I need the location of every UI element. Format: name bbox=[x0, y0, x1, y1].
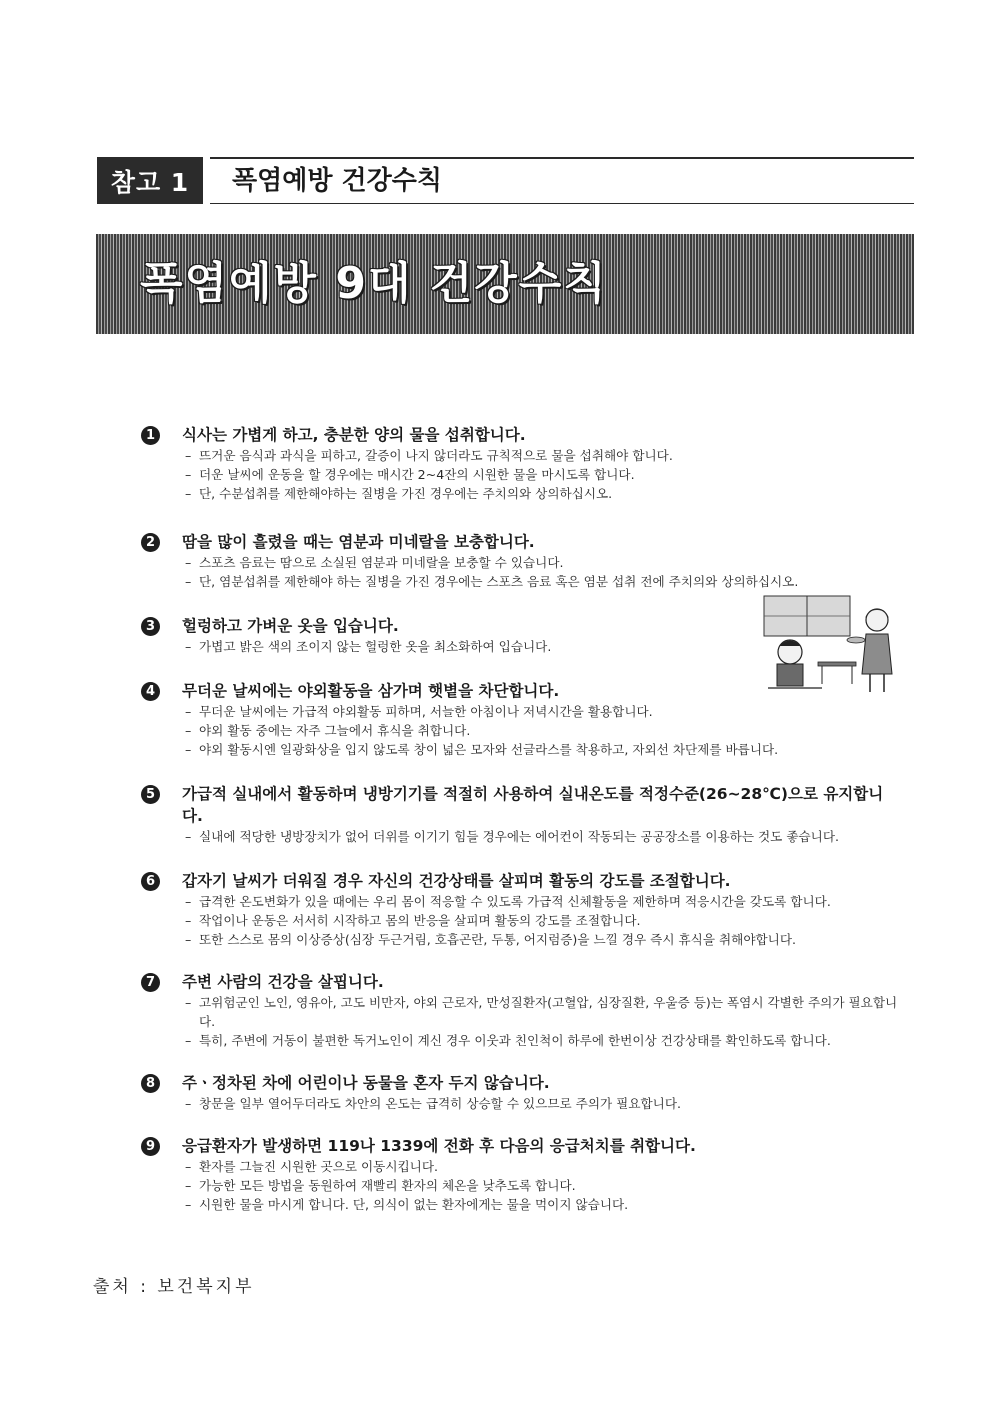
rule-detail bbox=[185, 892, 901, 911]
rule-number-badge: 3 bbox=[141, 617, 160, 636]
rule-detail-text: 환자를 그늘진 시원한 곳으로 이동시킵니다. bbox=[199, 1159, 438, 1174]
banner-title: 폭염예방 9대 건강수칙 bbox=[140, 258, 608, 309]
rule-number-badge: 8 bbox=[141, 1074, 160, 1093]
rule-title: 가급적 실내에서 활동하며 냉방기기를 적절히 사용하여 실내온도를 적정수준(26~28℃)으로 유지합니다. bbox=[182, 785, 884, 825]
rule-detail-text: 가능한 모든 방법을 동원하여 재빨리 환자의 체온을 낮추도록 합니다. bbox=[199, 1178, 576, 1193]
header-rule-bottom bbox=[210, 203, 914, 204]
rule-detail-text: 단, 염분섭취를 제한해야 하는 질병을 가진 경우에는 스포츠 음료 혹은 염분 섭취 전에 주치의와 상의하십시오. bbox=[199, 574, 799, 589]
rule-title: 땀을 많이 흘렸을 때는 염분과 미네랄을 보충합니다. bbox=[182, 533, 535, 551]
dash-marker: – bbox=[185, 704, 192, 719]
rule-detail bbox=[185, 930, 901, 949]
rule-detail-text: 단, 수분섭취를 제한해야하는 질병을 가진 경우에는 주치의와 상의하십시오. bbox=[199, 486, 613, 501]
rule-item-1 bbox=[141, 424, 901, 503]
rule-detail-text: 야외 활동시엔 일광화상을 입지 않도록 창이 넓은 모자와 선글라스를 착용하고, 자외선 차단제를 바릅니다. bbox=[199, 742, 779, 757]
source-note: 출처 : 보건복지부 bbox=[93, 1277, 255, 1297]
rule-number-badge: 4 bbox=[141, 682, 160, 701]
rules-list bbox=[141, 424, 901, 1214]
rule-detail bbox=[185, 1176, 901, 1195]
rule-detail bbox=[185, 1031, 901, 1050]
rule-detail bbox=[185, 1195, 901, 1214]
rule-item-9 bbox=[141, 1135, 901, 1214]
rule-detail bbox=[185, 993, 901, 1031]
dash-marker: – bbox=[185, 913, 192, 928]
rule-detail bbox=[185, 721, 901, 740]
rule-detail bbox=[185, 465, 901, 484]
dash-marker: – bbox=[185, 448, 192, 463]
dash-marker: – bbox=[185, 467, 192, 482]
rule-number-badge: 5 bbox=[141, 785, 160, 804]
heat-illustration bbox=[752, 592, 900, 700]
rule-detail bbox=[185, 637, 759, 656]
rule-detail bbox=[185, 572, 901, 591]
rule-detail bbox=[185, 484, 901, 503]
rule-detail-text: 가볍고 밝은 색의 조이지 않는 헐렁한 옷을 최소화하여 입습니다. bbox=[199, 639, 552, 654]
dash-marker: – bbox=[185, 574, 192, 589]
rule-detail-text: 또한 스스로 몸의 이상증상(심장 두근거림, 호흡곤란, 두통, 어지럼증)을 느낄 경우 즉시 휴식을 취해야합니다. bbox=[199, 932, 796, 947]
rule-detail-text: 창문을 일부 열어두더라도 차안의 온도는 급격히 상승할 수 있으므로 주의가 필요합니다. bbox=[199, 1096, 681, 1111]
dash-marker: – bbox=[185, 555, 192, 570]
rule-title: 헐렁하고 가벼운 옷을 입습니다. bbox=[182, 617, 399, 635]
rule-detail bbox=[185, 553, 901, 572]
rule-detail-text: 더운 날씨에 운동을 할 경우에는 매시간 2~4잔의 시원한 물을 마시도록 합니다. bbox=[199, 467, 635, 482]
rule-item-7 bbox=[141, 971, 901, 1050]
rule-detail bbox=[185, 1157, 901, 1176]
rule-title: 갑자기 날씨가 더워질 경우 자신의 건강상태를 살피며 활동의 강도를 조절합니다. bbox=[182, 872, 731, 890]
dash-marker: – bbox=[185, 932, 192, 947]
rule-detail bbox=[185, 446, 901, 465]
rule-title: 주변 사람의 건강을 살핍니다. bbox=[182, 973, 384, 991]
rule-item-8 bbox=[141, 1072, 901, 1113]
dash-marker: – bbox=[185, 829, 192, 844]
dash-marker: – bbox=[185, 742, 192, 757]
rule-detail-text: 뜨거운 음식과 과식을 피하고, 갈증이 나지 않더라도 규칙적으로 물을 섭취해야 합니다. bbox=[199, 448, 673, 463]
rule-item-2 bbox=[141, 531, 901, 591]
dash-marker: – bbox=[185, 1096, 192, 1111]
rule-number-badge: 6 bbox=[141, 872, 160, 891]
rule-detail bbox=[185, 740, 901, 759]
reference-badge: 참고 1 bbox=[97, 157, 203, 204]
rule-detail-text: 특히, 주변에 거동이 불편한 독거노인이 계신 경우 이웃과 친인척이 하루에 한번이상 건강상태를 확인하도록 합니다. bbox=[199, 1033, 831, 1048]
rule-title: 무더운 날씨에는 야외활동을 삼가며 햇볕을 차단합니다. bbox=[182, 682, 560, 700]
rule-detail bbox=[185, 911, 901, 930]
rule-title: 주ㆍ정차된 차에 어린이나 동물을 혼자 두지 않습니다. bbox=[182, 1074, 550, 1092]
rule-detail-text: 급격한 온도변화가 있을 때에는 우리 몸이 적응할 수 있도록 가급적 신체활동을 제한하며 적응시간을 갖도록 합니다. bbox=[199, 894, 831, 909]
rule-detail bbox=[185, 827, 901, 846]
rule-detail-text: 시원한 물을 마시게 합니다. 단, 의식이 없는 환자에게는 물을 먹이지 않습니다. bbox=[199, 1197, 629, 1212]
rule-title: 응급환자가 발생하면 119나 1339에 전화 후 다음의 응급처치를 취합니다. bbox=[182, 1137, 696, 1155]
rule-item-6 bbox=[141, 870, 901, 949]
rule-detail-text: 무더운 날씨에는 가급적 야외활동 피하며, 서늘한 아침이나 저녁시간을 활용합니다. bbox=[199, 704, 653, 719]
rule-number-badge: 7 bbox=[141, 973, 160, 992]
dash-marker: – bbox=[185, 1178, 192, 1193]
rule-item-5 bbox=[141, 783, 901, 846]
rule-detail bbox=[185, 1094, 901, 1113]
section-title: 폭염예방 건강수칙 bbox=[232, 166, 442, 196]
dash-marker: – bbox=[185, 894, 192, 909]
dash-marker: – bbox=[185, 639, 192, 654]
rule-detail-text: 고위험군인 노인, 영유아, 고도 비만자, 야외 근로자, 만성질환자(고혈압, 심장질환, 우울증 등)는 폭염시 각별한 주의가 필요합니다. bbox=[199, 995, 898, 1029]
dash-marker: – bbox=[185, 995, 192, 1010]
header-rule-top bbox=[210, 157, 914, 159]
dash-marker: – bbox=[185, 723, 192, 738]
dash-marker: – bbox=[185, 1159, 192, 1174]
rule-detail-text: 스포츠 음료는 땀으로 소실된 염분과 미네랄을 보충할 수 있습니다. bbox=[199, 555, 564, 570]
rule-detail-text: 실내에 적당한 냉방장치가 없어 더위를 이기기 힘들 경우에는 에어컨이 작동되는 공공장소를 이용하는 것도 좋습니다. bbox=[199, 829, 839, 844]
rule-detail bbox=[185, 702, 901, 721]
rule-number-badge: 1 bbox=[141, 426, 160, 445]
rule-number-badge: 2 bbox=[141, 533, 160, 552]
dash-marker: – bbox=[185, 486, 192, 501]
rule-detail-text: 작업이나 운동은 서서히 시작하고 몸의 반응을 살피며 활동의 강도를 조절합니다. bbox=[199, 913, 641, 928]
dash-marker: – bbox=[185, 1197, 192, 1212]
dash-marker: – bbox=[185, 1033, 192, 1048]
rule-detail-text: 야외 활동 중에는 자주 그늘에서 휴식을 취합니다. bbox=[199, 723, 471, 738]
rule-number-badge: 9 bbox=[141, 1137, 160, 1156]
rule-title: 식사는 가볍게 하고, 충분한 양의 물을 섭취합니다. bbox=[182, 426, 526, 444]
